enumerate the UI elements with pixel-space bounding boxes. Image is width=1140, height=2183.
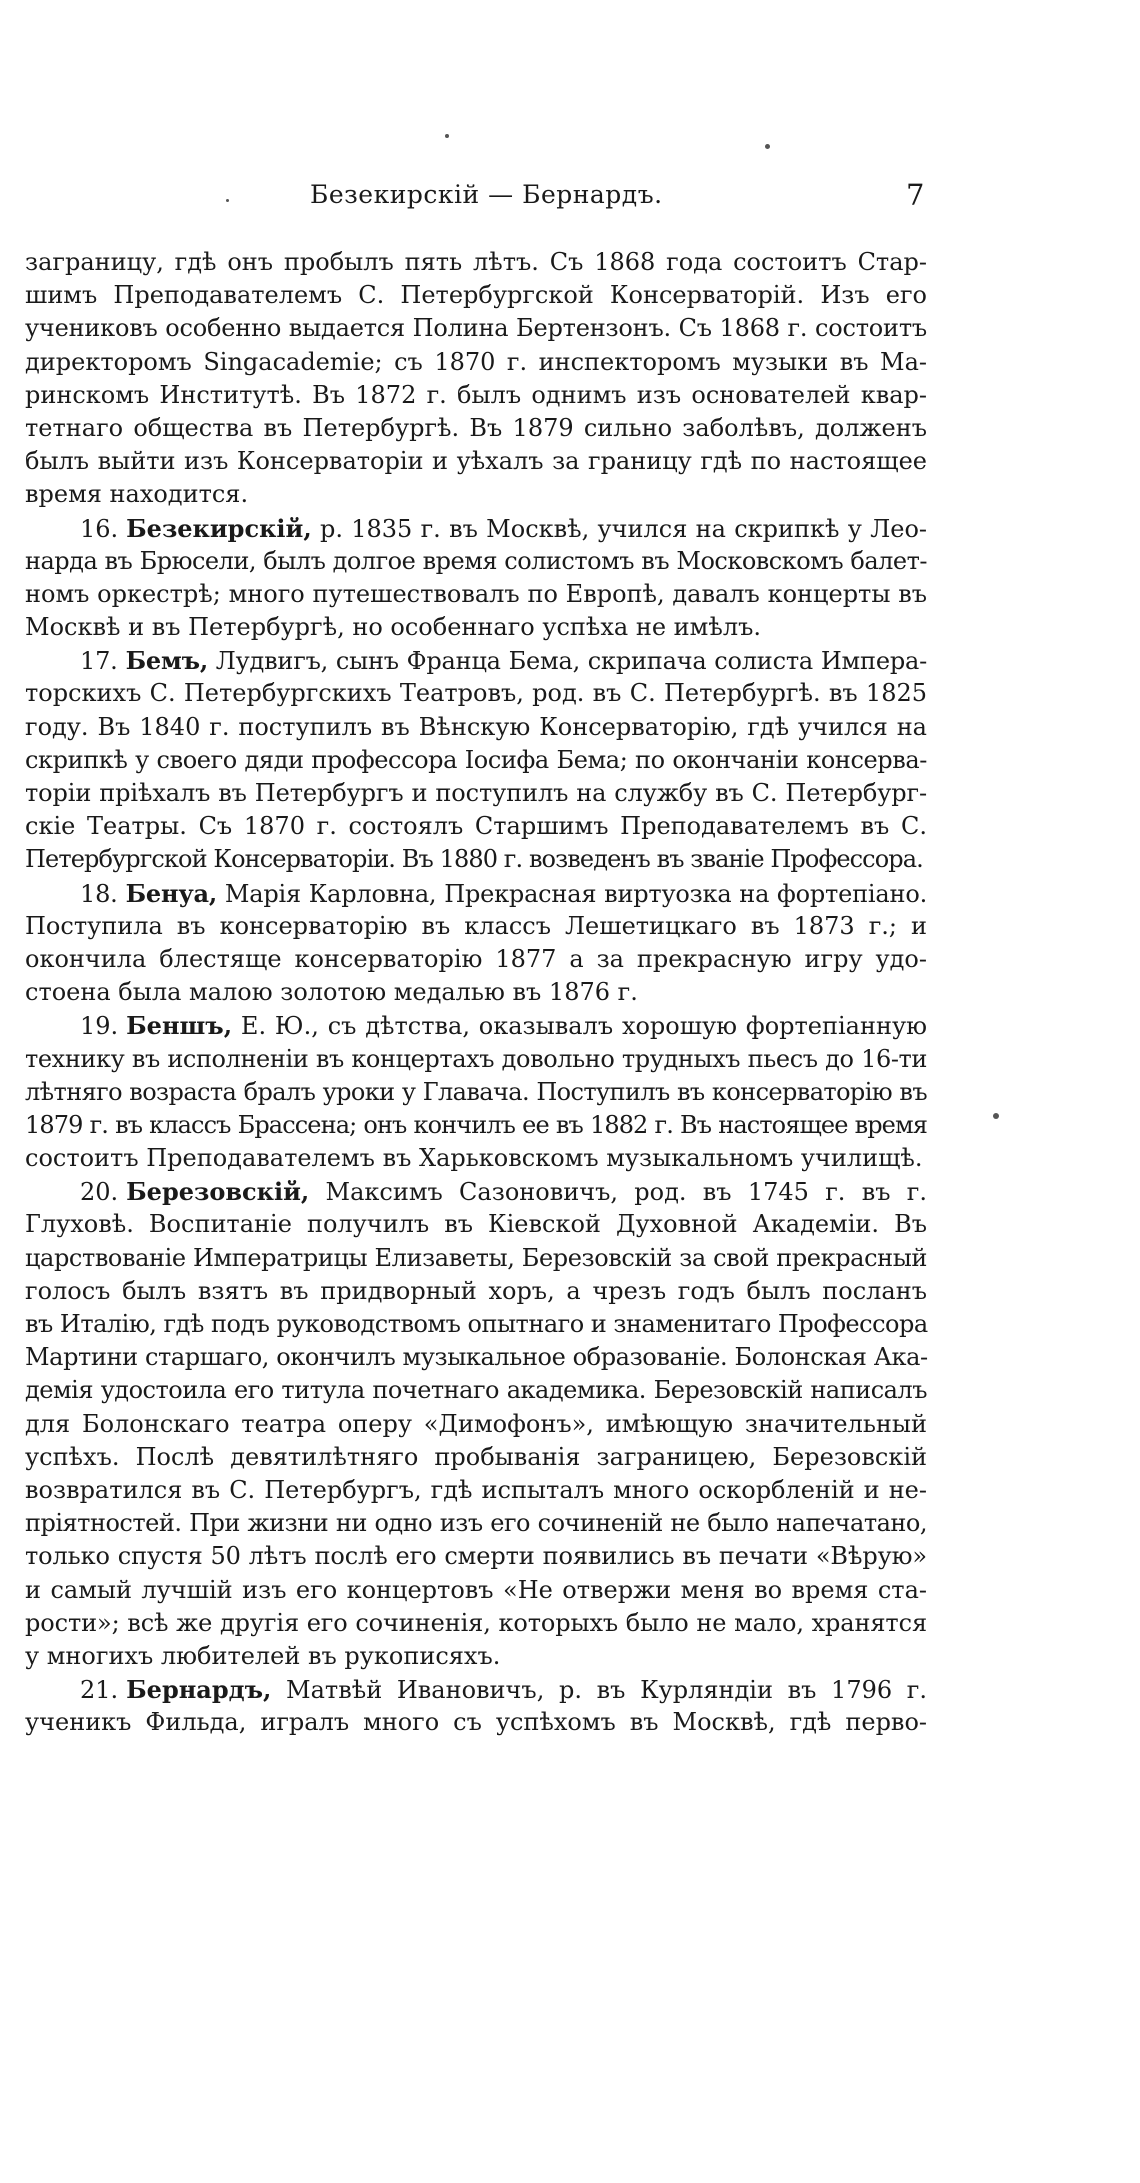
text-line: голосъ былъ взятъ въ придворный хоръ, а чрезъ годъ былъ посланъ <box>25 1276 927 1305</box>
text-line: номъ оркестрѣ; много путешествовалъ по Европѣ, давалъ концерты въ <box>25 579 927 608</box>
print-speck <box>993 1113 999 1119</box>
text-line: у многихъ любителей въ рукописяхъ. <box>25 1641 501 1670</box>
text-line: только спустя 50 лѣтъ послѣ его смерти появились въ печати «Вѣрую» <box>25 1542 927 1571</box>
running-head: Безекирскій — Бернардъ. <box>310 180 663 209</box>
text-line: заграницу, гдѣ онъ пробылъ пять лѣтъ. Съ 1868 года состоитъ Стар- <box>25 248 927 276</box>
text-line: лѣтняго возраста бралъ уроки у Главача. Поступилъ въ консерваторію въ <box>25 1077 927 1106</box>
text-line: время находится. <box>25 480 249 509</box>
entry-text: р. 1835 г. въ Москвѣ, учился на скрипкѣ у Лео- <box>311 514 927 543</box>
text-line: торіи пріѣхалъ въ Петербургъ и поступилъ на службу въ С. Петербург- <box>25 779 927 807</box>
text-line: нарда въ Брюсели, былъ долгое время солистомъ въ Московскомъ балет- <box>25 546 927 575</box>
text-line: году. Въ 1840 г. поступилъ въ Вѣнскую Консерваторію, гдѣ учился на <box>25 712 927 741</box>
text-line: успѣхъ. Послѣ девятилѣтняго пробыванія заграницею, Березовскій <box>25 1442 927 1471</box>
text-line: скіе Театры. Съ 1870 г. состоялъ Старшимъ Преподавателемъ въ С. <box>25 812 927 841</box>
entry-first-line <box>25 644 927 677</box>
text-line: пріятностей. При жизни ни одно изъ его сочиненій не было напечатано, <box>25 1509 927 1538</box>
text-line: царствованіе Императрицы Елизаветы, Березовскій за свой прекрасный <box>25 1243 927 1272</box>
text-line: ученикъ Фильда, игралъ много съ успѣхомъ въ Москвѣ, гдѣ перво- <box>25 1708 927 1737</box>
text-line: учениковъ особенно выдается Полина Бертензонъ. Съ 1868 г. состоитъ <box>25 314 927 343</box>
entry-first-line <box>25 1175 927 1208</box>
text-line: возвратился въ С. Петербургъ, гдѣ испыталъ много оскорбленій и не- <box>25 1475 927 1504</box>
text-line: въ Италію, гдѣ подъ руководствомъ опытнаго и знаменитаго Профессора <box>25 1310 928 1338</box>
entry-number: 21. <box>80 1676 119 1705</box>
text-line: окончила блестяще консерваторію 1877 а за прекрасную игру удо- <box>25 944 927 973</box>
text-line: Мартини старшаго, окончилъ музыкальное образованіе. Болонская Ака- <box>25 1343 928 1372</box>
text-line: Москвѣ и въ Петербургѣ, но особеннаго успѣха не имѣлъ. <box>25 613 761 642</box>
entry-number: 18. <box>80 879 118 908</box>
entry-text: Марія Карловна, Прекрасная виртуозка на фортепіано. <box>217 879 927 908</box>
entry-first-line <box>25 1009 927 1042</box>
entry-name: Березовскій, <box>126 1177 310 1207</box>
entry-number: 17. <box>80 647 118 676</box>
entry-number: 20. <box>80 1178 119 1207</box>
entry-text: Е. Ю., съ дѣтства, оказывалъ хорошую фортепіанную <box>232 1012 927 1041</box>
text-line: Глуховѣ. Воспитаніе получилъ въ Кіевской Духовной Академіи. Въ <box>25 1210 927 1239</box>
page-number: 7 <box>906 178 925 212</box>
text-line: былъ выйти изъ Консерваторіи и уѣхалъ за границу гдѣ по настоящее <box>25 447 927 476</box>
text-line: демія удостоила его титула почетнаго академика. Березовскій написалъ <box>25 1376 927 1405</box>
page-header <box>0 180 1140 220</box>
entry-first-line <box>25 877 927 910</box>
text-line: Петербургской Консерваторіи. Въ 1880 г. возведенъ въ званіе Профессора. <box>25 845 923 874</box>
entry-number: 16. <box>80 514 119 543</box>
entry-text: Максимъ Сазоновичъ, род. въ 1745 г. въ г. <box>309 1178 927 1207</box>
text-line: 1879 г. въ классъ Брассена; онъ кончилъ ее въ 1882 г. Въ настоящее время <box>25 1110 927 1139</box>
entry-number: 19. <box>80 1012 119 1041</box>
text-line: рости»; всѣ же другія его сочиненія, которыхъ было не мало, хранятся <box>25 1608 927 1637</box>
text-body <box>25 246 927 1739</box>
entry-name: Беншъ, <box>126 1011 233 1041</box>
entry-name: Безекирскій, <box>126 513 312 543</box>
text-line: торскихъ С. Петербургскихъ Театровъ, род. въ С. Петербургѣ. въ 1825 <box>25 679 927 708</box>
text-line: Поступила въ консерваторію въ классъ Лешетицкаго въ 1873 г.; и <box>25 911 927 940</box>
entry-name: Бернардъ, <box>126 1675 272 1705</box>
text-line: стоена была малою золотою медалью въ 1876 г. <box>25 978 638 1007</box>
print-speck <box>765 144 770 149</box>
text-line: скрипкѣ у своего дяди профессора Іосифа Бема; по окончаніи консерва- <box>25 745 927 774</box>
entry-text: Лудвигъ, сынъ Франца Бема, скрипача солиста Импера- <box>207 647 927 676</box>
entry-first-line <box>25 512 927 545</box>
text-line: технику въ исполненіи въ концертахъ довольно трудныхъ пьесъ до 16-ти <box>25 1044 927 1073</box>
text-line: тетнаго общества въ Петербургѣ. Въ 1879 сильно заболѣвъ, долженъ <box>25 413 927 442</box>
text-line: для Болонскаго театра оперу «Димофонъ», имѣющую значительный <box>25 1409 927 1438</box>
text-line: шимъ Преподавателемъ С. Петербургской Консерваторій. Изъ его <box>25 281 927 310</box>
entry-name: Бемъ, <box>125 646 208 676</box>
text-line: и самый лучшій изъ его концертовъ «Не отвержи меня во время ста- <box>25 1575 927 1604</box>
entry-name: Бенуа, <box>125 878 217 908</box>
entry-text: Матвѣй Ивановичъ, р. въ Курляндіи въ 1796 г. <box>271 1676 927 1705</box>
entry-first-line <box>25 1673 927 1706</box>
text-line: ринскомъ Институтѣ. Въ 1872 г. былъ однимъ изъ основателей квар- <box>25 380 927 409</box>
text-line: директоромъ Singacademie; съ 1870 г. инспекторомъ музыки въ Ма- <box>25 347 927 376</box>
text-line: состоитъ Преподавателемъ въ Харьковскомъ музыкальномъ училищѣ. <box>25 1144 923 1173</box>
print-speck <box>445 134 449 138</box>
